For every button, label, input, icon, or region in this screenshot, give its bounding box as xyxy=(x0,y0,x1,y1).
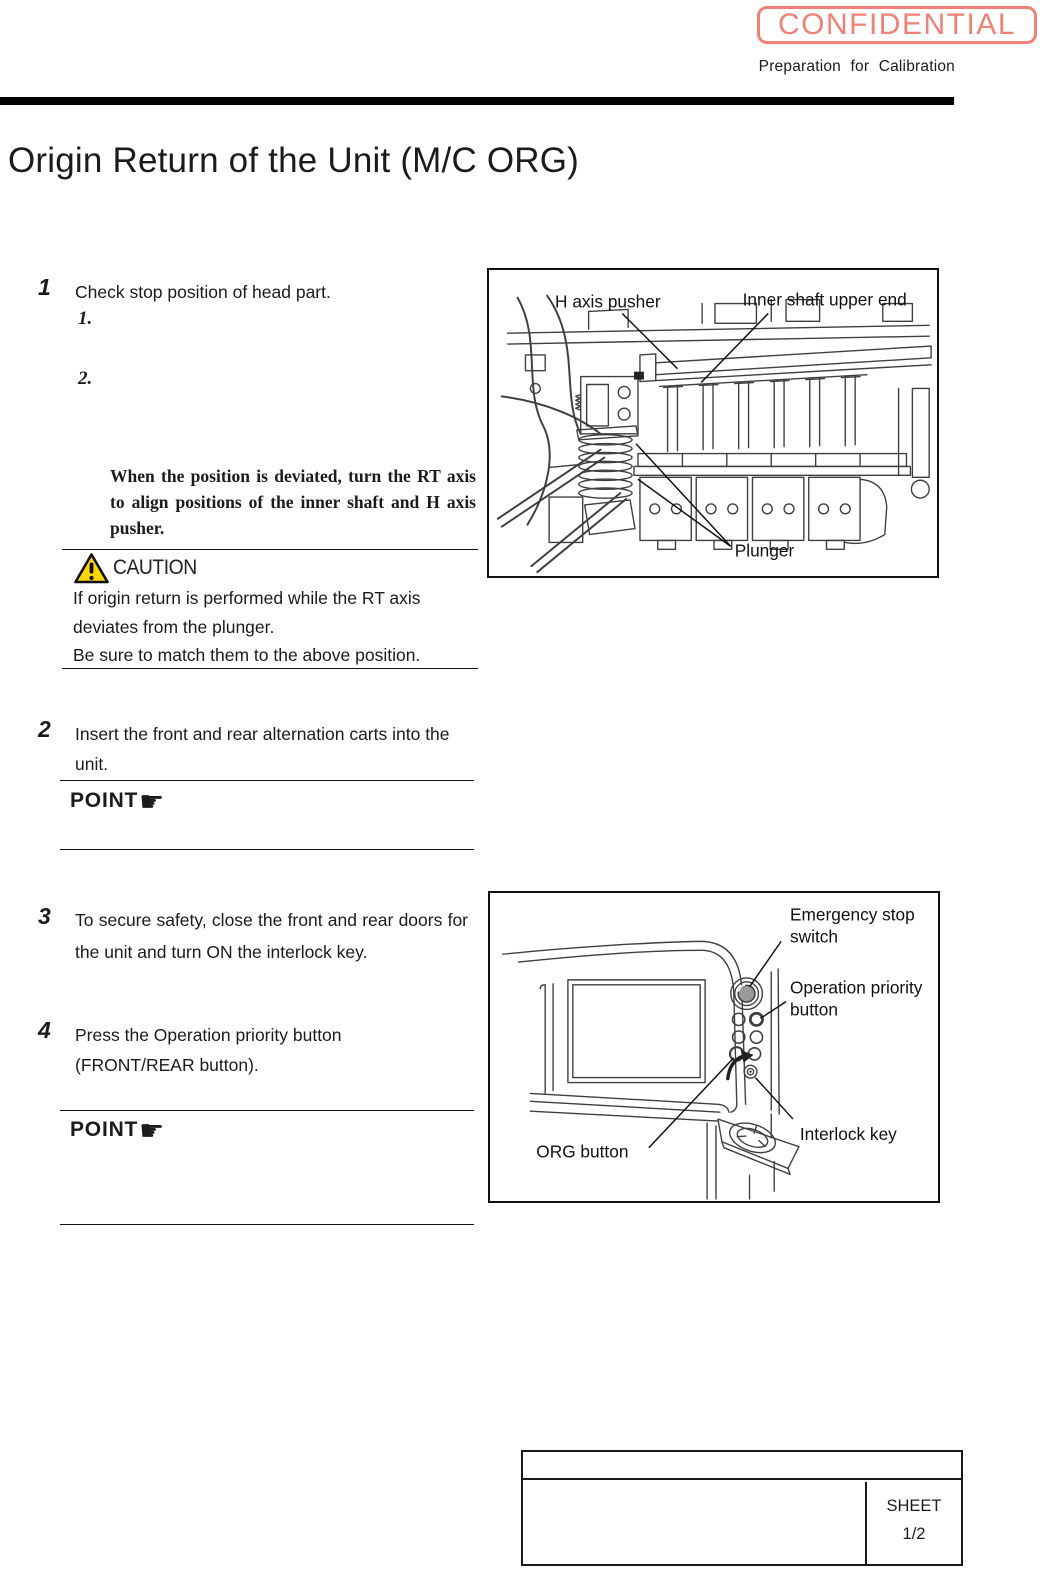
footer-table-sheet-cell xyxy=(867,1482,961,1564)
caution-top-rule xyxy=(62,549,478,550)
section-header: Preparation for Calibration xyxy=(758,58,955,75)
fig2-label-interlock-key: Interlock key xyxy=(799,1123,897,1144)
step-2-number: 2 xyxy=(38,716,51,742)
figure-head-part-drawing xyxy=(489,270,937,576)
caution-label: CAUTION xyxy=(113,556,197,579)
fig2-label-emergency-stop-line1: Emergency stop xyxy=(790,904,915,925)
point-2-header xyxy=(70,1115,165,1146)
step-1-number: 1 xyxy=(38,274,51,300)
substep-2-number: 2. xyxy=(78,368,93,389)
caution-bottom-rule xyxy=(62,668,478,669)
step-4-number: 4 xyxy=(38,1017,51,1043)
footer-table-left-cell xyxy=(523,1482,867,1566)
point-2-label: POINT xyxy=(70,1118,139,1141)
fig1-label-inner-shaft: Inner shaft upper end xyxy=(742,289,907,310)
step-3-number: 3 xyxy=(38,903,51,929)
pointing-hand-icon: ☛ xyxy=(139,786,165,817)
page-title: Origin Return of the Unit (M/C ORG) xyxy=(8,141,580,180)
pointing-hand-icon: ☛ xyxy=(139,1115,165,1146)
step-3-text: To secure safety, close the front and rear doors for the unit and turn ON the interlock key. xyxy=(75,910,468,962)
fig2-label-operation-priority-line2: button xyxy=(790,999,839,1020)
confidential-stamp: CONFIDENTIAL xyxy=(757,6,1037,44)
point-1-label: POINT xyxy=(70,789,139,812)
sheet-label: SHEET xyxy=(886,1497,942,1515)
step-4-text-line2: (FRONT/REAR button). xyxy=(75,1055,259,1075)
caution-text-1: If origin return is performed while the RT axis deviates from the plunger. xyxy=(73,588,421,637)
point-1-top-rule xyxy=(60,780,474,781)
point-1-bottom-rule xyxy=(60,849,474,850)
footer-sheet-table xyxy=(521,1450,963,1566)
step-1-note: When the position is deviated, turn the RT axis to align positions of the inner shaft and H axis pusher. xyxy=(110,466,476,538)
step-1-text: Check stop position of head part. xyxy=(75,282,331,302)
substep-1-number: 1. xyxy=(78,308,93,329)
header-divider xyxy=(0,97,954,105)
figure-head-part xyxy=(487,268,939,578)
sheet-number: 1/2 xyxy=(902,1525,926,1543)
figure-control-panel xyxy=(488,891,940,1203)
point-2-bottom-rule xyxy=(60,1224,474,1225)
caution-text-2: Be sure to match them to the above position. xyxy=(73,645,421,665)
figure-control-panel-drawing xyxy=(490,893,938,1201)
step-4-text-line1: Press the Operation priority button xyxy=(75,1025,342,1045)
fig1-label-plunger: Plunger xyxy=(734,540,795,561)
fig2-label-operation-priority-line1: Operation priority xyxy=(790,977,923,998)
fig1-label-h-axis-pusher: H axis pusher xyxy=(555,291,661,312)
point-2-top-rule xyxy=(60,1110,474,1111)
fig2-label-org-button: ORG button xyxy=(536,1141,629,1162)
step-2-text: Insert the front and rear alternation carts into the unit. xyxy=(75,724,450,774)
footer-table-top-row xyxy=(523,1452,961,1480)
point-1-header xyxy=(70,786,165,817)
fig2-label-emergency-stop-line2: switch xyxy=(790,926,838,947)
